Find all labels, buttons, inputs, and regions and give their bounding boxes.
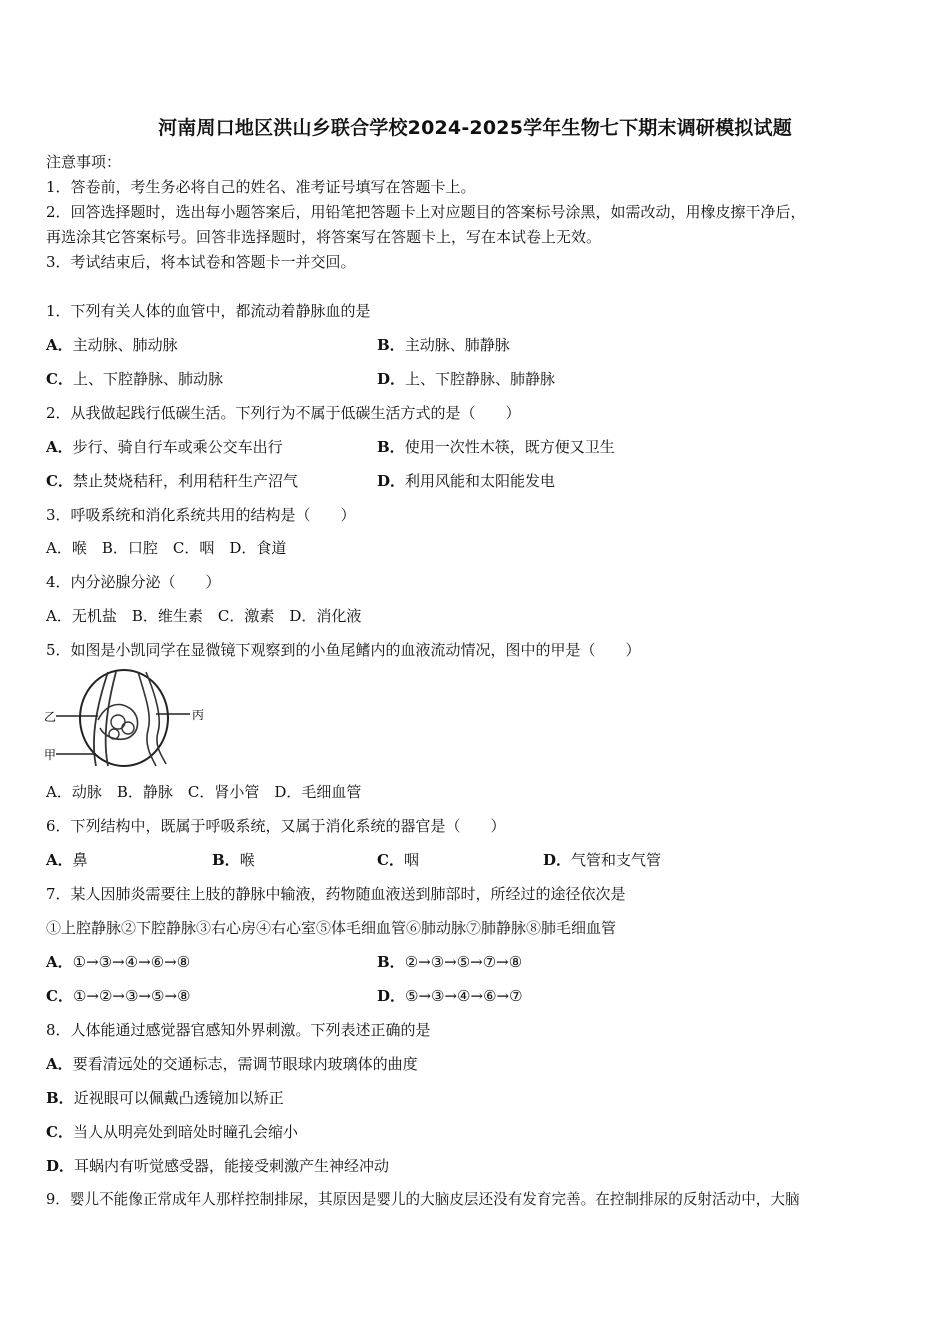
- option-text: 鼻: [72, 851, 88, 869]
- option-c: [46, 986, 190, 1006]
- page-title: 河南周口地区洪山乡联合学校2024-2025学年生物七下期末调研模拟试题: [158, 117, 792, 139]
- figure-label-bing: 丙: [192, 708, 205, 722]
- option-label: D．: [377, 987, 406, 1005]
- question-stem: 8．人体能通过感觉器官感知外界刺激。下列表述正确的是: [46, 1021, 431, 1039]
- option-a: [46, 437, 283, 457]
- option-label: B．: [212, 851, 240, 869]
- option-label: C．: [377, 851, 404, 869]
- option-text: 上、下腔静脉、肺静脉: [405, 370, 556, 388]
- option-a: [46, 952, 190, 972]
- notice-item: 2．回答选择题时，选出每小题答案后，用铅笔把答题卡上对应题目的答案标号涂黑，如需改动，用橡皮擦干净后，: [46, 203, 806, 221]
- option-a: [46, 335, 178, 355]
- figure-drawing: [44, 666, 214, 770]
- option-label: A．: [46, 438, 73, 456]
- blood-cell: [109, 729, 119, 739]
- option-text: ①→②→③→⑤→⑧: [72, 987, 191, 1005]
- option-label: A．: [46, 1055, 73, 1073]
- option-b: [377, 335, 510, 355]
- question-stem: 9．婴儿不能像正常成年人那样控制排尿，其原因是婴儿的大脑皮层还没有发育完善。在控制排尿的反射活动中，大脑: [46, 1191, 800, 1208]
- question-stem: 4．内分泌腺分泌（ ）: [46, 573, 221, 591]
- question-stem: 1．下列有关人体的血管中，都流动着静脉血的是: [46, 302, 371, 320]
- question-stem: 7．某人因肺炎需要往上肢的静脉中输液，药物随血液送到肺部时，所经过的途径依次是: [46, 885, 626, 903]
- option-label: D．: [377, 370, 406, 388]
- option-a: [46, 850, 88, 870]
- option-c: [46, 471, 298, 491]
- option-text: 气管和支气管: [571, 851, 662, 869]
- option-label: B．: [377, 953, 405, 971]
- option-a: [46, 1054, 418, 1074]
- option-text: ⑤→③→④→⑥→⑦: [405, 987, 523, 1005]
- option-label: C．: [46, 987, 73, 1005]
- option-label: A．: [46, 336, 73, 354]
- option-text: 主动脉、肺静脉: [404, 336, 510, 354]
- question-stem: 2．从我做起践行低碳生活。下列行为不属于低碳生活方式的是（ ）: [46, 404, 521, 422]
- question-stem: 3．呼吸系统和消化系统共用的结构是（ ）: [46, 506, 356, 524]
- option-d: [543, 850, 661, 870]
- blood-cell: [122, 722, 134, 734]
- option-c: [46, 369, 223, 389]
- option-text: 禁止焚烧秸秆，利用秸秆生产沼气: [72, 472, 298, 490]
- option-label: C．: [46, 370, 73, 388]
- question-stem: 6．下列结构中，既属于呼吸系统，又属于消化系统的器官是（ ）: [46, 817, 506, 835]
- option-d: [377, 369, 555, 389]
- option-b: [377, 437, 615, 457]
- option-text: ②→③→⑤→⑦→⑧: [404, 953, 523, 971]
- option-label: A．: [46, 953, 73, 971]
- option-text: 要看清远处的交通标志，需调节眼球内玻璃体的曲度: [72, 1055, 418, 1073]
- option-text: 喉: [239, 851, 255, 869]
- blood-cell: [111, 715, 125, 729]
- option-text: 近视眼可以佩戴凸透镜加以矫正: [73, 1089, 284, 1107]
- option-text: ①→③→④→⑥→⑧: [72, 953, 191, 971]
- option-text: 当人从明亮处到暗处时瞳孔会缩小: [72, 1123, 298, 1141]
- option-text: 耳蜗内有听觉感受器，能接受刺激产生神经冲动: [74, 1157, 390, 1175]
- vessel-line: [138, 672, 156, 766]
- option-text: 步行、骑自行车或乘公交车出行: [72, 438, 283, 456]
- option-label: D．: [543, 851, 572, 869]
- option-label: C．: [46, 472, 73, 490]
- question-stem: 5．如图是小凯同学在显微镜下观察到的小鱼尾鳍内的血液流动情况，图中的甲是（ ）: [46, 641, 641, 659]
- option-label: D．: [46, 1157, 75, 1175]
- notice-item: 3．考试结束后，将本试卷和答题卡一并交回。: [46, 253, 356, 271]
- notice-item: 再选涂其它答案标号。回答非选择题时，将答案写在答题卡上，写在本试卷上无效。: [46, 228, 602, 246]
- option-text: 使用一次性木筷，既方便又卫生: [404, 438, 615, 456]
- option-d: [46, 1156, 389, 1176]
- option-b: [46, 1088, 284, 1108]
- options-inline: A．无机盐 B．维生素 C．激素 D．消化液: [46, 607, 362, 625]
- option-text: 主动脉、肺动脉: [72, 336, 178, 354]
- vessel-line: [106, 672, 116, 766]
- option-label: B．: [46, 1089, 74, 1107]
- option-text: 咽: [403, 851, 419, 869]
- option-c: [377, 850, 419, 870]
- option-d: [377, 471, 555, 491]
- option-label: B．: [377, 438, 405, 456]
- option-label: B．: [377, 336, 405, 354]
- option-b: [377, 952, 522, 972]
- options-inline: A．喉 B．口腔 C．咽 D．食道: [46, 539, 287, 557]
- option-c: [46, 1122, 298, 1142]
- figure-label-jia: 甲: [44, 748, 57, 762]
- option-b: [212, 850, 255, 870]
- option-d: [377, 986, 523, 1006]
- question-sub-list: ①上腔静脉②下腔静脉③右心房④右心室⑤体毛细血管⑥肺动脉⑦肺静脉⑧肺毛细血管: [46, 919, 617, 937]
- microscope-blood-flow-figure: [44, 666, 214, 770]
- capillary-loop: [98, 705, 138, 740]
- option-label: D．: [377, 472, 406, 490]
- option-text: 利用风能和太阳能发电: [405, 472, 556, 490]
- option-label: C．: [46, 1123, 73, 1141]
- option-label: A．: [46, 851, 73, 869]
- option-text: 上、下腔静脉、肺动脉: [72, 370, 223, 388]
- notice-heading: 注意事项：: [46, 153, 122, 171]
- notice-item: 1．答卷前，考生务必将自己的姓名、准考证号填写在答题卡上。: [46, 178, 476, 196]
- figure-label-yi: 乙: [44, 710, 57, 724]
- options-inline: A．动脉 B．静脉 C．肾小管 D．毛细血管: [46, 783, 362, 801]
